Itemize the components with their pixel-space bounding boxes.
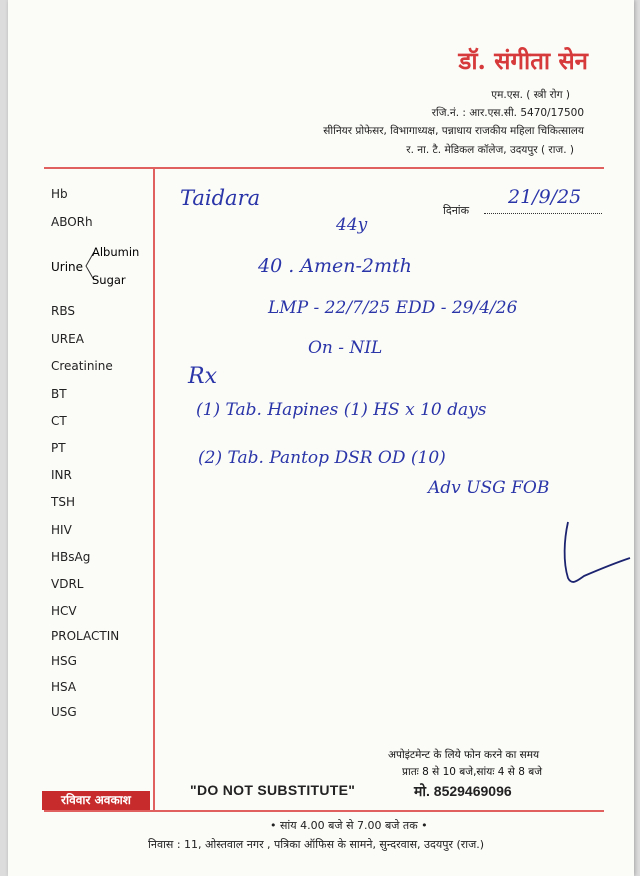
appointment-title: अपोइंटमेन्ट के लिये फोन करने का समय (388, 749, 540, 761)
test-item: INR (51, 468, 72, 482)
test-item: TSH (51, 495, 75, 509)
test-hb: Hb (51, 187, 68, 201)
test-item: HSA (51, 680, 77, 694)
handwritten-onset: On - NIL (308, 338, 383, 358)
sunday-off-badge: रविवार अवकाश (42, 791, 150, 810)
date-label: दिनांक (443, 204, 470, 217)
handwritten-lmp-edd: LMP - 22/7/25 EDD - 29/4/26 (268, 298, 518, 318)
mobile-number: मो. 8529469096 (414, 783, 512, 799)
test-item: HBsAg (51, 550, 91, 564)
test-urine-sugar: Sugar (92, 273, 126, 287)
handwritten-age: 44y (336, 215, 368, 235)
test-item: PROLACTIN (51, 629, 120, 643)
test-aborh: ABORh (51, 215, 93, 229)
test-urine-albumin: Albumin (92, 245, 140, 259)
test-item: PT (51, 441, 66, 455)
registration-number: रजि.नं. : आर.एस.सी. 5470/17500 (431, 107, 584, 119)
handwritten-patient-name: Taidara (180, 186, 261, 210)
doctor-degree: एम.एस. ( स्त्री रोग ) (491, 89, 570, 101)
doctor-designation: सीनियर प्रोफेसर, विभागाध्यक्ष, पन्नाधाय राजकीय महिला चिकित्सालय (323, 125, 584, 137)
test-item: HSG (51, 654, 77, 668)
handwritten-history: 40 . Amen-2mth (258, 255, 412, 277)
test-urine: Urine (51, 260, 84, 274)
appointment-time: प्रातः 8 से 10 बजे,सांयः 4 से 8 बजे (402, 766, 543, 778)
handwritten-medicine-2: (2) Tab. Pantop DSR OD (10) (198, 448, 446, 468)
prescription-sheet (8, 0, 634, 876)
handwritten-rx: Rx (188, 364, 217, 389)
handwritten-advice: Adv USG FOB (428, 478, 550, 498)
date-line (484, 213, 602, 214)
do-not-substitute-note: "DO NOT SUBSTITUTE" (190, 782, 356, 798)
test-item: HCV (51, 604, 77, 618)
doctor-name: डॉ. संगीता सेन (458, 46, 588, 75)
test-item: Creatinine (51, 359, 113, 373)
handwritten-date: 21/9/25 (508, 186, 582, 208)
test-item: USG (51, 705, 77, 719)
test-item: HIV (51, 523, 72, 537)
handwritten-medicine-1: (1) Tab. Hapines (1) HS x 10 days (196, 400, 487, 420)
test-item: UREA (51, 332, 84, 346)
test-item: CT (51, 414, 67, 428)
doctor-signature-icon (560, 518, 634, 592)
college-name: र. ना. टै. मेडिकल कॉलेज, उदयपुर ( राज. ) (406, 144, 574, 156)
header-divider (44, 167, 604, 169)
test-item: BT (51, 387, 67, 401)
footer-divider (44, 810, 604, 812)
evening-hours: • सांय 4.00 बजे से 7.00 बजे तक • (270, 819, 428, 832)
test-item: RBS (51, 304, 75, 318)
residence-address: निवास : 11, ओस्तवाल नगर , पत्रिका ऑफिस के सामने, सुन्दरवास, उदयपुर (राज.) (148, 838, 485, 851)
tests-column-divider (153, 168, 155, 810)
test-item: VDRL (51, 577, 84, 591)
